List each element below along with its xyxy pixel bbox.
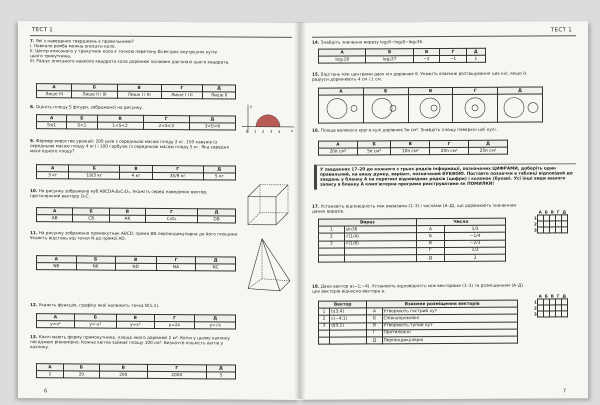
q7-answer-table: А Б В Г Д Лише III Лише II і III Лише I і III Лише I і II Лише II — [36, 83, 236, 100]
right-page — [300, 21, 588, 400]
q18-match-table: Вектор Взаємне розміщення векторів 1 b(3;4) А Утворюють гострий кут 2 c(−4;1) Б Співнапрямлені 3 d(0;1) В Утворюють тупий кут Г Протилежні Д Перпендикулярні — [318, 300, 518, 345]
question-8: 8. Оцініть площу S фігури, зображеної на рисунку. — [30, 104, 144, 110]
left-page — [18, 21, 300, 400]
q17-answer-grid: А Б В Г Д 1 2 3 — [534, 209, 567, 233]
question-13: 13. Кахлі мають форму прямокутника, площа якого дорівнює 2 м². Квіти у цьому кахлику посаджені рівномірно. Кожна квітка займає площу 100 см². Визначте кількість квітів у кахлику. — [30, 334, 230, 350]
q10-cube-figure — [244, 181, 294, 231]
svg-text:x: x — [291, 128, 294, 133]
q17-match-table: Вираз Число 1 sin36 А 1/2 2 √(1/4) Б −1/4 3 ∛(1/8) В −2/3 Г 1/2 Д 2 — [318, 218, 506, 263]
q15-option-a-circles — [321, 96, 361, 120]
q8-answer-table: А Б В Г Д S≤1 S<1 1<S<2 2<S<3 3<S<6 — [36, 114, 236, 131]
book-gutter — [294, 22, 306, 399]
svg-text:4: 4 — [278, 129, 281, 134]
q15-option-d-circles — [455, 96, 495, 120]
q12-answer-table: А Б В Г Д y=x² y=-x² y=x³ y=2x y=√x — [36, 313, 236, 330]
question-11: 11. На рисунку зображено прямокутник ABCD, пряма BN перпендикулярна до його площини. Укажіть відстань від точки N до прямої AD. — [30, 230, 239, 241]
q18-answer-grid: А Б В Г Д 1 2 3 — [534, 293, 567, 317]
q15-option-b-circles — [366, 96, 406, 120]
instructions-block: У завданнях 17–20 до кожного з трьох рядків інформації, позначених ЦИФРАМИ, доберіть один правильний, на вашу думку, варіант, позначений БУКВОЮ. Поставте позначки в таблиці відповідей до завдань у бланку А на перетині відповідних рядків (цифри) і колонок (букви). Усі інші види вашого запису в бланку А комп'ютерна програма реєструватиме як ПОМИЛКИ! — [314, 163, 576, 189]
question-12: 12. Укажіть функцію, графіку якої належить точка N(1;1). — [30, 302, 160, 309]
svg-text:y: y — [250, 104, 253, 109]
question-17: 17. Установіть відповідність між виразами (1–3) і числами (А–Д), що дорівнюють значенням даних виразів. — [312, 202, 517, 214]
q7-item-2: II. Центр вписаного у трикутник кола є точкою перетину бісектрис внутрішніх кутів цього трикутника. — [30, 48, 217, 59]
header-rule — [312, 35, 576, 37]
question-14: 14. Знайдіть значення виразу log₂6−log₂8−log₂36. — [312, 39, 424, 45]
question-7: 7. Які з наведених тверджень є правильними? I. Навколо ромба можна описати коло. II. Центр вписаного у трикутник кола є точкою перетину бісектрис внутрішніх кутів цього трикутника. III. Радіус описаного навколо квадрата кола дорівнює половині діагоналі цього квадрата. — [30, 38, 230, 65]
q11-pyramid-figure — [242, 235, 296, 297]
svg-text:0: 0 — [246, 129, 249, 134]
svg-text:1: 1 — [254, 129, 257, 134]
q10-answer-table: А Б В Г Д AB CB AK C₁D₁ DB — [36, 207, 236, 224]
svg-text:2: 2 — [262, 129, 265, 134]
left-page-number: 6 — [44, 388, 48, 395]
question-18: 18. Дано вектор a(−1;−4). Установіть відповідність між векторами (1–3) та розміщенням (А–Д) цих векторів відносно вектора a. — [312, 282, 523, 294]
q15-option-e-circles — [500, 95, 540, 119]
right-page-number: 7 — [562, 388, 566, 395]
question-9: 9. Фермер виростив урожай: 200 днів з середньою масою плоду 2 кг, 150 кавунів (з середньою масою плоду 4 кг) і 100 гарбузів (з середньою масою плоду 5 кг. Яка середня маса одного плоду? — [30, 138, 229, 154]
q11-answer-table: А Б В Г Д NB NK ND NA NC — [36, 255, 236, 272]
q7-item-1: I. Навколо ромба можна описати коло. — [30, 43, 116, 49]
q8-semicircle-figure — [240, 103, 296, 137]
q13-answer-table: А Б В Г Д 2 20 200 2000 5 — [36, 363, 236, 380]
right-header: ТЕСТ 1 — [550, 27, 572, 34]
question-15: 15. Відстань між центрами двох кіл дорівнює 6. Укажіть взаємне розташування цих кіл, якщо їх радіуси дорівнюють 4 см і 1 см. — [312, 70, 527, 82]
q14-answer-table: А Б В Г Д log₂18 log₂27 −2 −1 1 — [318, 48, 486, 64]
q9-answer-table: А Б В Г Д 3 кг 19/3 кг 4 кг 35/9 кг 5 кг — [36, 164, 236, 181]
q7-item-3: III. Радіус описаного навколо квадрата кола дорівнює половині діагоналі цього квадрата. — [30, 57, 230, 65]
svg-text:3: 3 — [270, 129, 273, 134]
question-16: 16. Площа великого круга кулі дорівнює 5π см². Знайдіть площу поверхні цієї кулі. — [312, 126, 497, 133]
grid-cell[interactable] — [561, 227, 567, 233]
q15-option-c-circles — [410, 96, 450, 120]
question-10: 10. На рисунку зображено куб ABCDA₁B₁C₁D₁. Укажіть серед наведених вектор, протилежний вектору D₁C̄. — [30, 188, 208, 199]
q16-answer-table: А Б В Г Д 20π см² 5π см² 10π см² 20π см² 25π см² — [318, 140, 508, 156]
left-header: ТЕСТ 1 — [32, 27, 54, 34]
grid-cell[interactable] — [561, 311, 567, 317]
q15-answer-table: А Б В Г Д — [318, 86, 543, 124]
